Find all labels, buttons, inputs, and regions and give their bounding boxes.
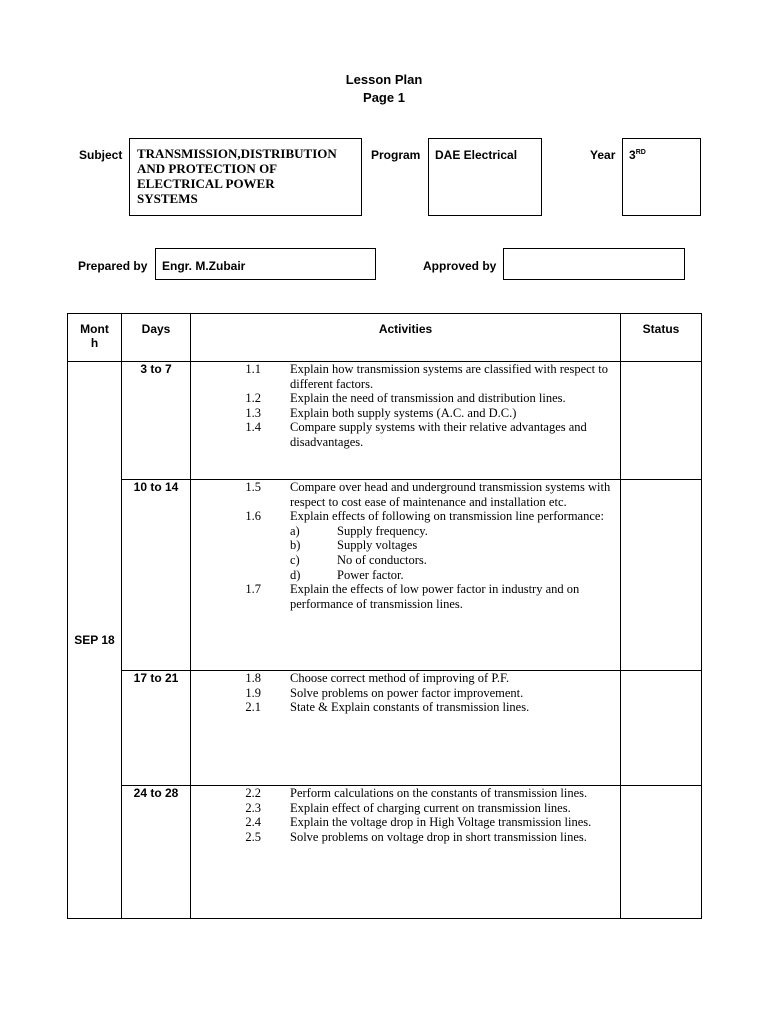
year-value: 3	[629, 148, 636, 162]
month-header: Mont h	[68, 314, 122, 362]
page-number: Page 1	[363, 90, 405, 105]
activities-cell	[191, 362, 621, 480]
year-box	[622, 138, 701, 216]
activity-subitem: b) Supply voltages	[290, 538, 418, 553]
activity-item: 1.3 Explain both supply systems (A.C. and D.C.)	[245, 405, 517, 420]
activity-item: 1.8 Choose correct method of improving of P.F.	[245, 671, 510, 685]
activity-item: 1.5 Compare over head and underground transmission systems with respect to cost ease of maintenance and installation etc.	[245, 480, 611, 509]
activity-subitem: a) Supply frequency.	[290, 523, 428, 538]
days-cell: 24 to 28	[122, 786, 191, 919]
program-box	[428, 138, 542, 216]
table-row	[68, 480, 702, 671]
days-header: Days	[122, 314, 191, 362]
table-header-row	[68, 314, 702, 362]
status-cell	[621, 786, 702, 919]
days-cell: 3 to 7	[122, 362, 191, 480]
document-title: Lesson Plan	[345, 72, 423, 87]
table-row	[68, 671, 702, 786]
activity-item: 1.2 Explain the need of transmission and distribution lines.	[245, 391, 566, 406]
activities-cell	[191, 671, 621, 786]
days-cell: 17 to 21	[122, 671, 191, 786]
year-label: Year	[590, 148, 616, 162]
status-cell	[621, 671, 702, 786]
program-label: Program	[371, 148, 421, 162]
activity-item: 2.5 Solve problems on voltage drop in short transmission lines.	[245, 829, 587, 844]
activity-item: 2.1 State & Explain constants of transmission lines.	[245, 700, 530, 715]
activities-cell	[191, 786, 621, 919]
subject-box	[129, 138, 362, 216]
activity-item: 1.6 Explain effects of following on transmission line performance:	[245, 509, 604, 524]
table-row	[68, 786, 702, 919]
subject-label: Subject	[79, 148, 123, 162]
days-cell: 10 to 14	[122, 480, 191, 671]
approved-box	[503, 248, 685, 280]
table-row	[68, 362, 702, 480]
approved-label: Approved by	[423, 259, 497, 273]
month-cell: SEP 18	[68, 362, 122, 919]
lesson-plan-table	[67, 313, 702, 919]
prepared-box	[155, 248, 376, 280]
prepared-label: Prepared by	[78, 259, 148, 273]
subject-line: TRANSMISSION,DISTRIBUTION	[137, 146, 337, 161]
prepared-value: Engr. M.Zubair	[162, 259, 246, 273]
activity-item: 2.4 Explain the voltage drop in High Voltage transmission lines.	[245, 815, 592, 830]
activity-item: 1.9 Solve problems on power factor improvement.	[245, 685, 524, 700]
year-suffix: RD	[635, 149, 646, 156]
subject-line: SYSTEMS	[137, 191, 198, 206]
activity-item: 2.3 Explain effect of charging current on transmission lines.	[245, 800, 571, 815]
status-cell	[621, 480, 702, 671]
subject-line: ELECTRICAL POWER	[137, 176, 275, 191]
status-cell	[621, 362, 702, 480]
subject-line: AND PROTECTION OF	[137, 161, 278, 176]
activities-header: Activities	[191, 314, 621, 362]
activity-item: 1.1 Explain how transmission systems are classified with respect to different factors.	[245, 362, 608, 391]
activities-cell	[191, 480, 621, 671]
activity-subitem: d) Power factor.	[290, 567, 404, 582]
activity-item: 2.2 Perform calculations on the constants of transmission lines.	[245, 786, 588, 800]
status-header: Status	[621, 314, 702, 362]
activity-item: 1.7 Explain the effects of low power factor in industry and on performance of transmission lines.	[245, 582, 580, 611]
activity-subitem: c) No of conductors.	[290, 552, 427, 567]
activity-item: 1.4 Compare supply systems with their relative advantages and disadvantages.	[245, 420, 587, 449]
program-value: DAE Electrical	[435, 148, 518, 162]
